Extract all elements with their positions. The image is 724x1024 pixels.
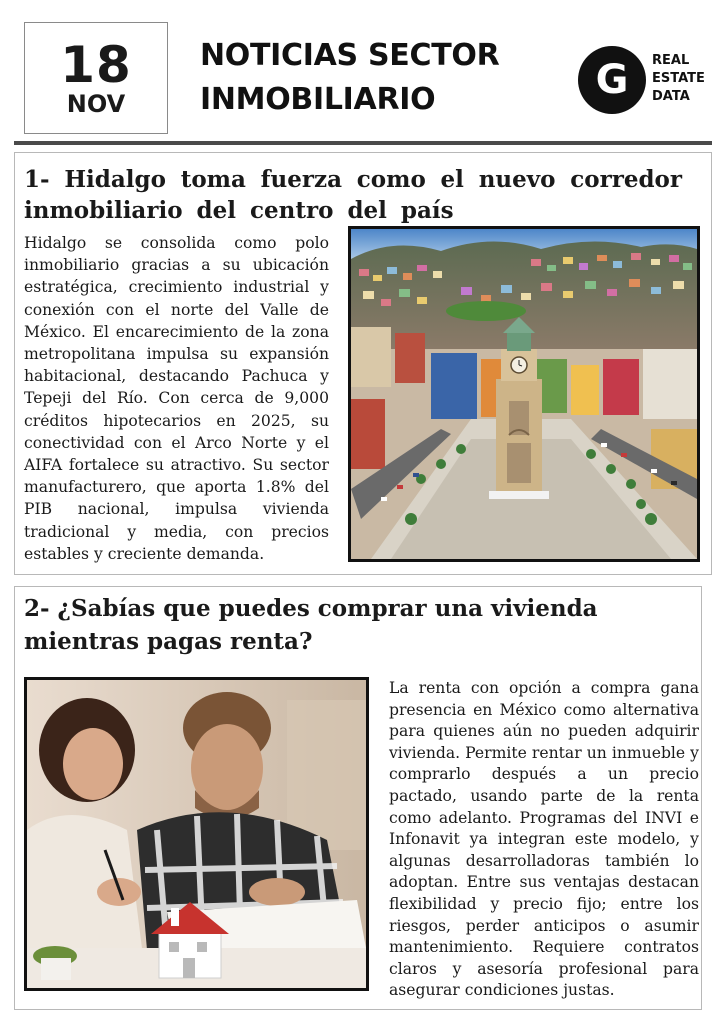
logo-wordmark [652,52,705,106]
page-title-line2: INMOBILIARIO [200,82,436,117]
date-badge [24,22,168,134]
city-plaza-illustration [351,229,697,559]
page-title [200,34,560,122]
page-title-line1: NOTICIAS SECTOR [200,38,500,73]
article-1-title: 1- Hidalgo toma fuerza como el nuevo corredor inmobiliario del centro del país [24,166,682,224]
article-2-title: 2- ¿Sabías que puedes comprar una vivienda mientras pagas renta? [24,595,598,655]
date-day: 18 [60,36,132,94]
couple-house-illustration [27,680,366,988]
brand-logo [578,46,718,118]
article-1-photo [348,226,700,562]
logo-line3: DATA [652,89,690,104]
header-divider [14,141,712,145]
logo-line2: ESTATE [652,71,705,86]
logo-line1: REAL [652,53,690,68]
logo-g-icon: G [578,46,646,114]
article-2-body: La renta con opción a compra gana presencia en México como alternativa para quienes aún no pueden adquirir vivienda. Permite rentar un inmueble y comprarlo después a un precio pactado, usando parte de la renta como adelanto. Programas del INVI e Infonavit ya integran este modelo, y algunas desarrolladoras también lo adoptan. Entre sus ventajas destacan flexibilidad y precio fijo; entre los riesgos, perder anticipos o asumir mantenimiento. Requiere contratos claros y asesoría profesional para asegurar condiciones justas. [389,679,699,1000]
article-2-photo [24,677,369,991]
date-month: NOV [66,90,126,118]
article-1-body: Hidalgo se consolida como polo inmobiliario gracias a su ubicación estratégica, crecimiento industrial y conexión con el norte del Valle de México. El encarecimiento de la zona metropolitana impulsa su expansión habitacional, destacando Pachuca y Tepeji del Río. Con cerca de 9,000 créditos hipotecarios en 2025, su conectividad con el Arco Norte y el AIFA fortalece su atractivo. Su sector manufacturero, que aporta 1.8% del PIB nacional, impulsa vivienda tradicional y media, con precios estables y creciente demanda. [24,234,329,563]
